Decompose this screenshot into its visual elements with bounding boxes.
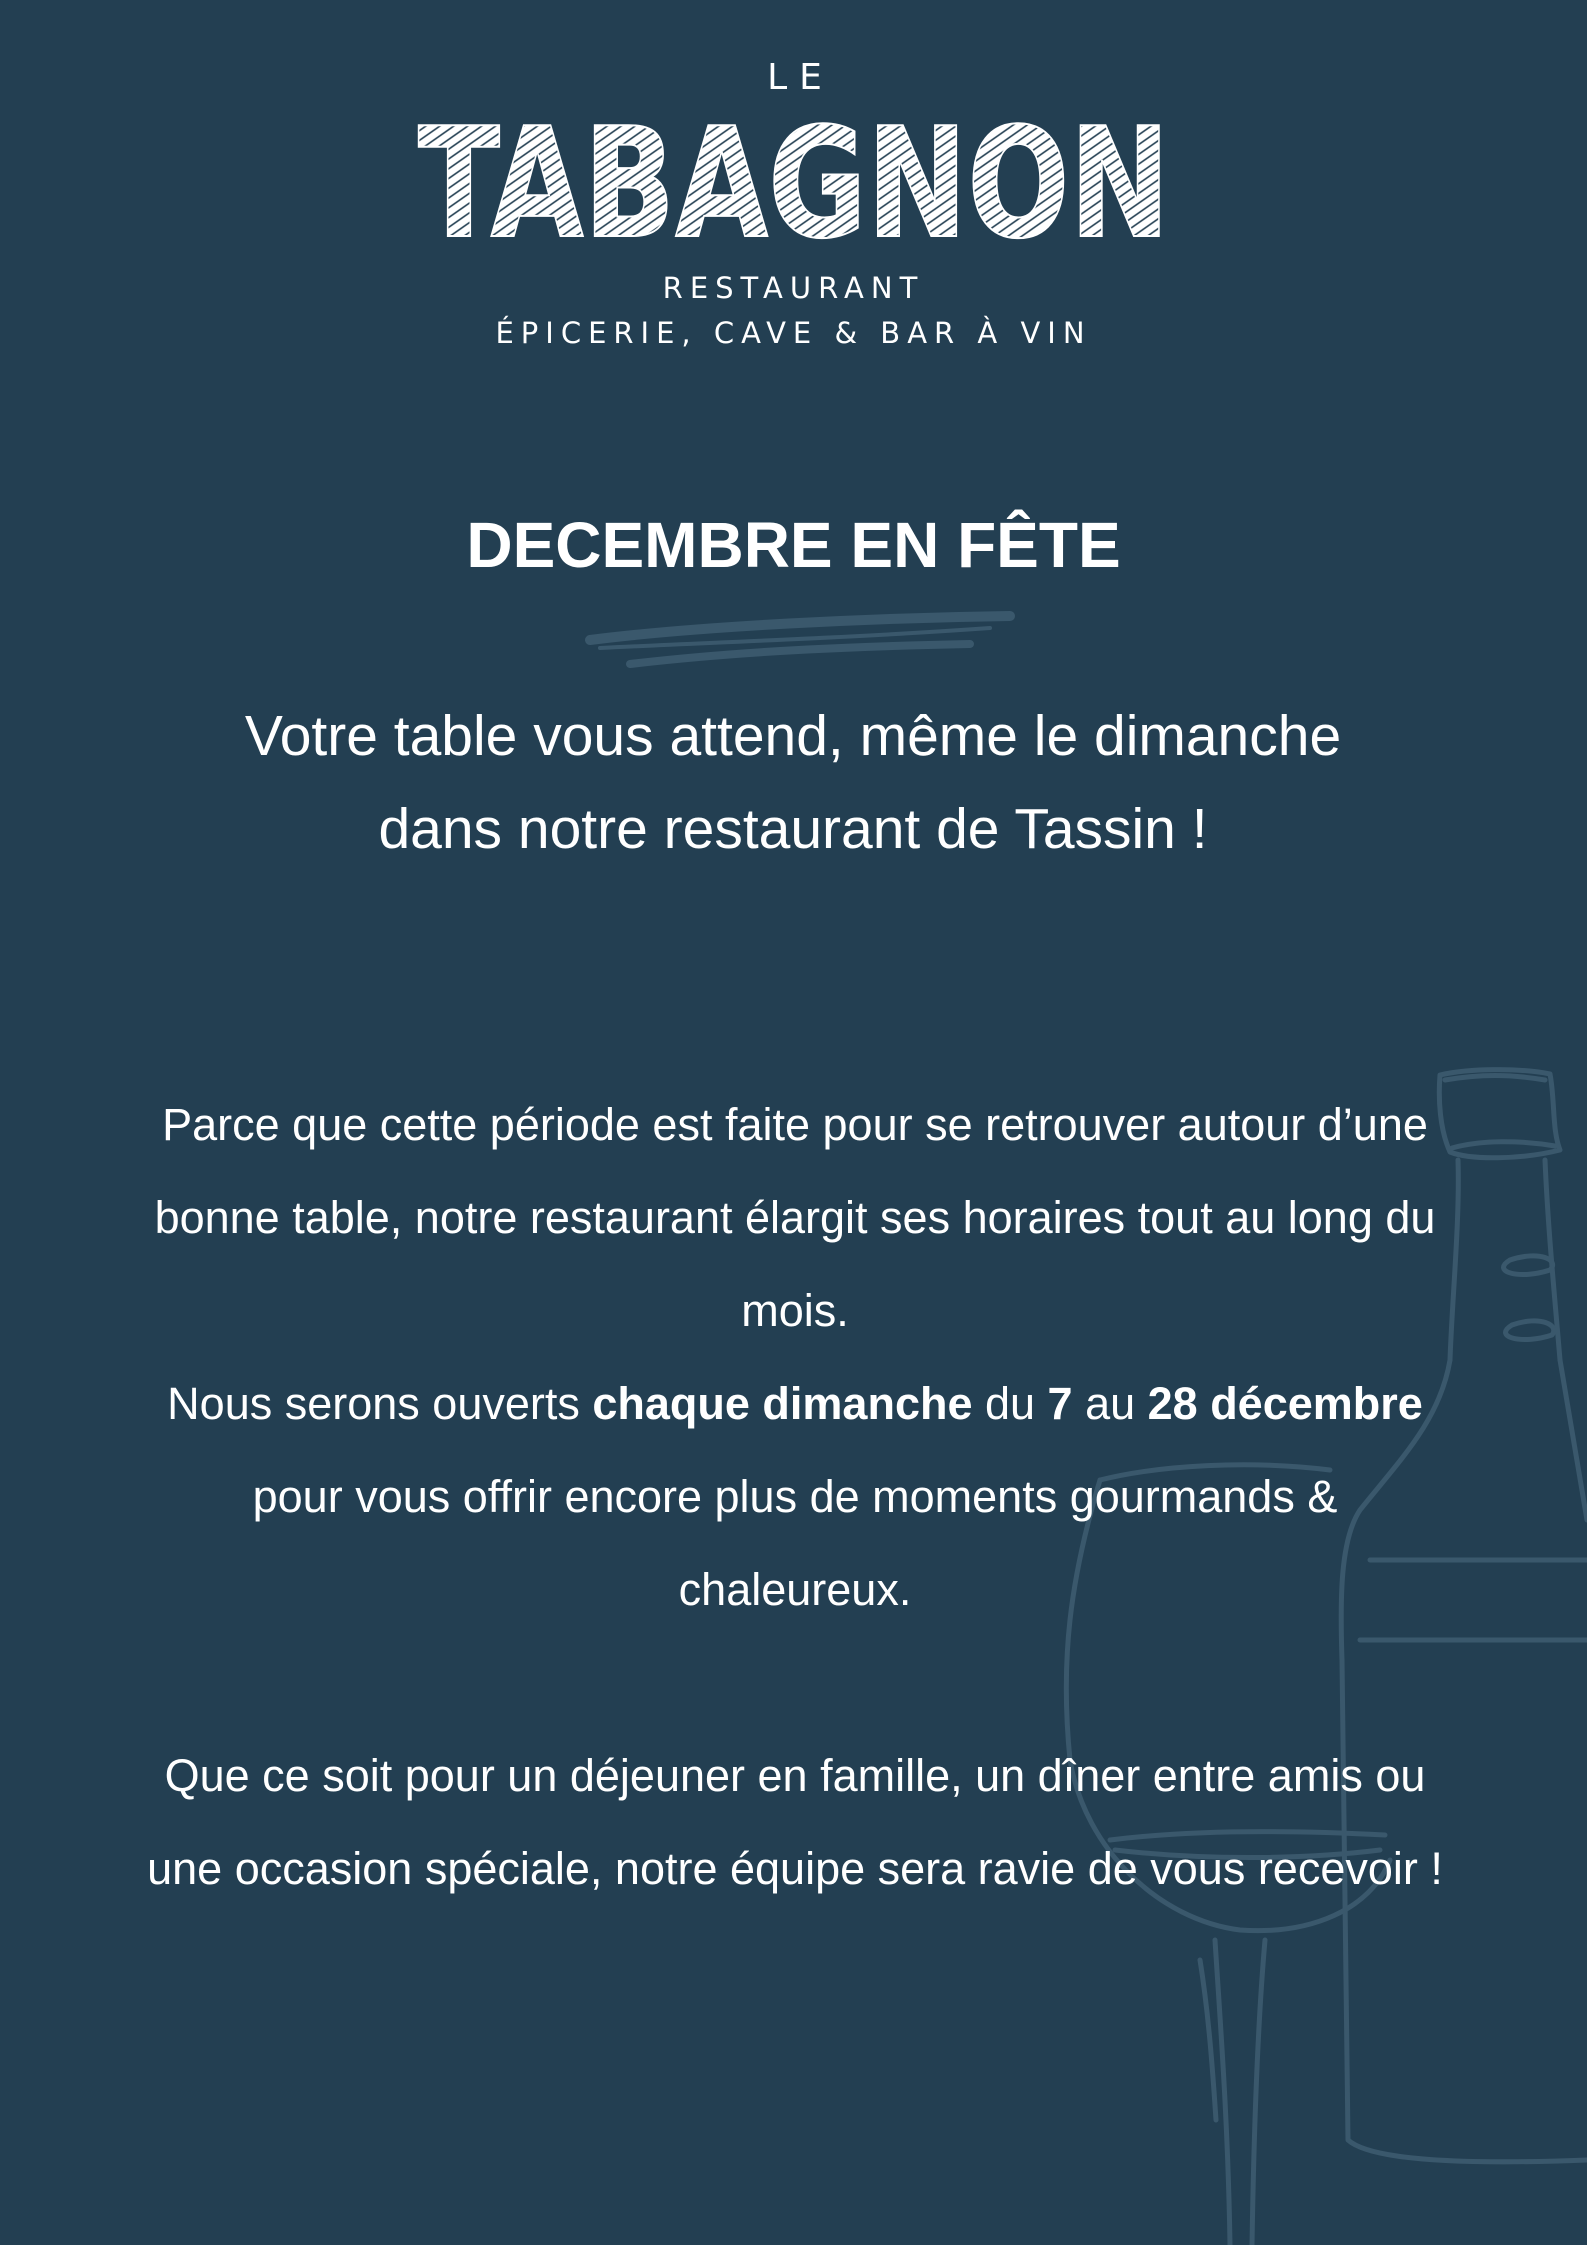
logo-subtitle-restaurant: RESTAURANT (662, 271, 925, 305)
logo-article: LE (767, 57, 834, 98)
paragraph1-segment: au (1072, 1378, 1148, 1429)
logo-name-text: TABAGNON (417, 95, 1170, 272)
paragraph1-segment: pour vous offrir encore plus de moments gourmands & chaleureux. (252, 1471, 1338, 1615)
highlight-end-date: 28 décembre (1147, 1378, 1423, 1429)
logo-subtitle-epicerie: ÉPICERIE, CAVE & BAR À VIN (495, 316, 1092, 350)
highlight-sundays: chaque dimanche (592, 1378, 973, 1429)
highlight-start-day: 7 (1047, 1378, 1073, 1429)
brush-stroke-underline-icon (570, 598, 1020, 678)
paragraph1-segment: Nous serons ouverts (167, 1378, 593, 1429)
invitation-paragraph: Que ce soit pour un déjeuner en famille, un dîner entre amis ou une occasion spéciale, notre équipe sera ravie de vous recevoir ! (147, 1750, 1443, 1894)
page-title: DECEMBRE EN FÊTE (466, 509, 1121, 581)
logo-wordmark (414, 95, 1174, 272)
paragraph1-text: Parce que cette période est faite pour se retrouver autour d’une bonne table, notre restaurant élargit ses horaires tout au long du mois. (154, 1099, 1436, 1336)
restaurant-logo (0, 57, 1587, 350)
opening-hours-paragraph (140, 1078, 1450, 1636)
intro-text: Votre table vous attend, même le dimanche dans notre restaurant de Tassin ! (244, 704, 1342, 861)
paragraph1-segment: du (972, 1378, 1048, 1429)
